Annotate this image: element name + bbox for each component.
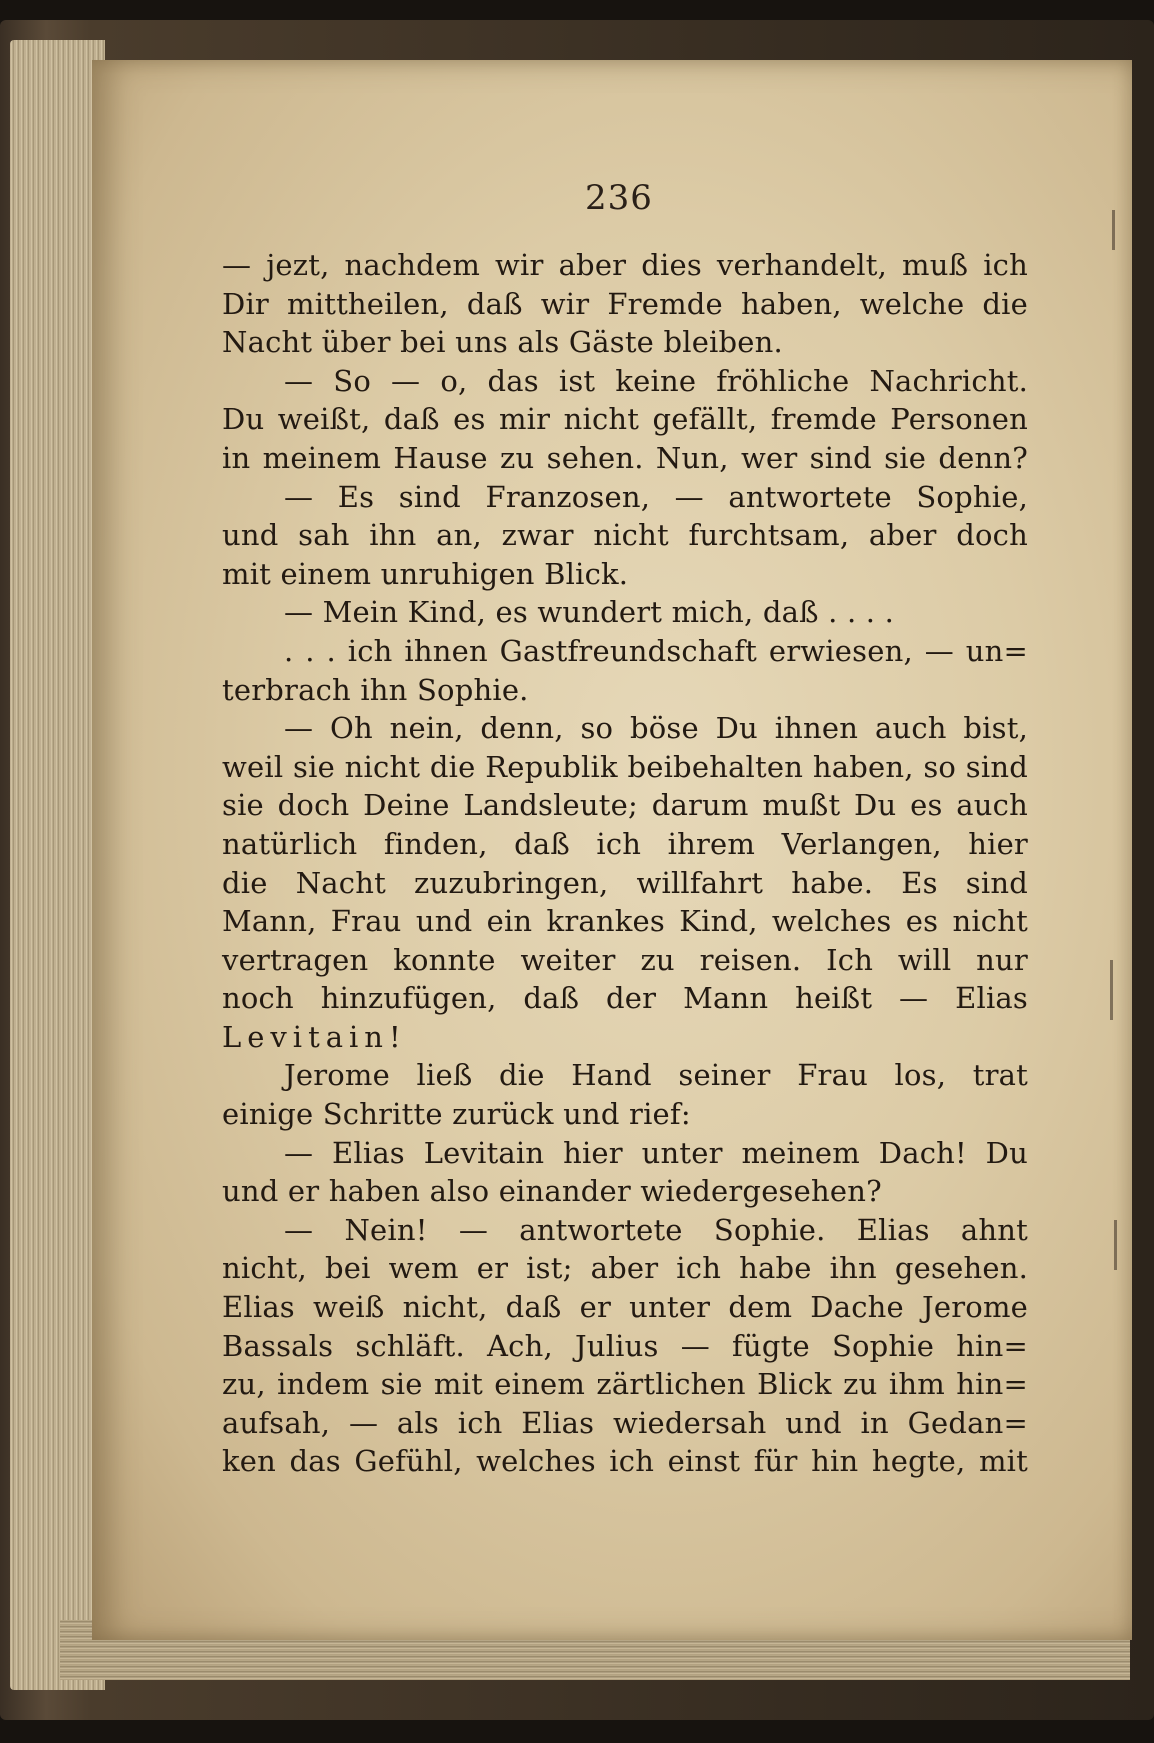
text-line: die Nacht zuzubringen, willfahrt habe. Es sind [222,865,1028,900]
page-text [222,246,1028,1481]
text-line: Levitain! [222,1019,407,1054]
text-line: terbrach ihn Sophie. [222,672,529,707]
text-line: . . . ich ihnen Gastfreundschaft erwiesen, — un= [284,633,1028,668]
text-line: Bassals schläft. Ach, Julius — fügte Sophie hin= [222,1328,1028,1363]
text-line: nicht, bei wem er ist; aber ich habe ihn gesehen. [222,1251,1028,1286]
margin-mark [1110,960,1113,1020]
text-line: in meinem Hause zu sehen. Nun, wer sind sie denn? [222,440,1028,475]
text-line: und er haben also einander wiedergesehen? [222,1174,882,1209]
text-line: Nacht über bei uns als Gäste bleiben. [222,325,783,360]
text-line: — Oh nein, denn, so böse Du ihnen auch bist, [284,711,1028,746]
text-line: noch hinzufügen, daß der Mann heißt — Elias [222,981,1028,1016]
page-edges-left [10,40,105,1690]
margin-mark [1114,1220,1117,1270]
text-line: — Nein! — antwortete Sophie. Elias ahnt [284,1212,1028,1247]
text-line: — Mein Kind, es wundert mich, daß . . . . [284,595,895,630]
text-line: sie doch Deine Landsleute; darum mußt Du es auch [222,788,1028,823]
margin-mark [1112,210,1115,250]
text-line: Jerome ließ die Hand seiner Frau los, trat [284,1058,1028,1093]
text-line: zu, indem sie mit einem zärtlichen Blick zu ihm hin= [222,1367,1028,1402]
text-line: Dir mittheilen, daß wir Fremde haben, welche die [222,286,1028,321]
text-line: Mann, Frau und ein krankes Kind, welches es nicht [222,904,1028,939]
text-line: natürlich finden, daß ich ihrem Verlangen, hier [222,826,1028,861]
text-line: Elias weiß nicht, daß er unter dem Dache Jerome [222,1290,1028,1325]
text-line: ken das Gefühl, welches ich einst für hin hegte, mit [222,1444,1028,1479]
text-line: — Es sind Franzosen, — antwortete Sophie, [284,479,1028,514]
page-number: 236 [585,178,653,218]
text-line: mit einem unruhigen Blick. [222,556,629,591]
text-line: — So — o, das ist keine fröhliche Nachricht. [284,363,1028,398]
text-line: aufsah, — als ich Elias wiedersah und in Gedan= [222,1405,1028,1440]
text-line: — jezt, nachdem wir aber dies verhandelt, muß ich [222,248,1028,282]
text-line: Du weißt, daß es mir nicht gefällt, fremde Personen [222,402,1028,437]
text-line: vertragen konnte weiter zu reisen. Ich will nur [222,942,1028,977]
text-line: einige Schritte zurück und rief: [222,1097,691,1132]
text-line: — Elias Levitain hier unter meinem Dach! Du [284,1135,1028,1170]
text-line: und sah ihn an, zwar nicht furchtsam, aber doch [222,518,1028,553]
text-line: weil sie nicht die Republik beibehalten haben, so sind [222,749,1028,784]
